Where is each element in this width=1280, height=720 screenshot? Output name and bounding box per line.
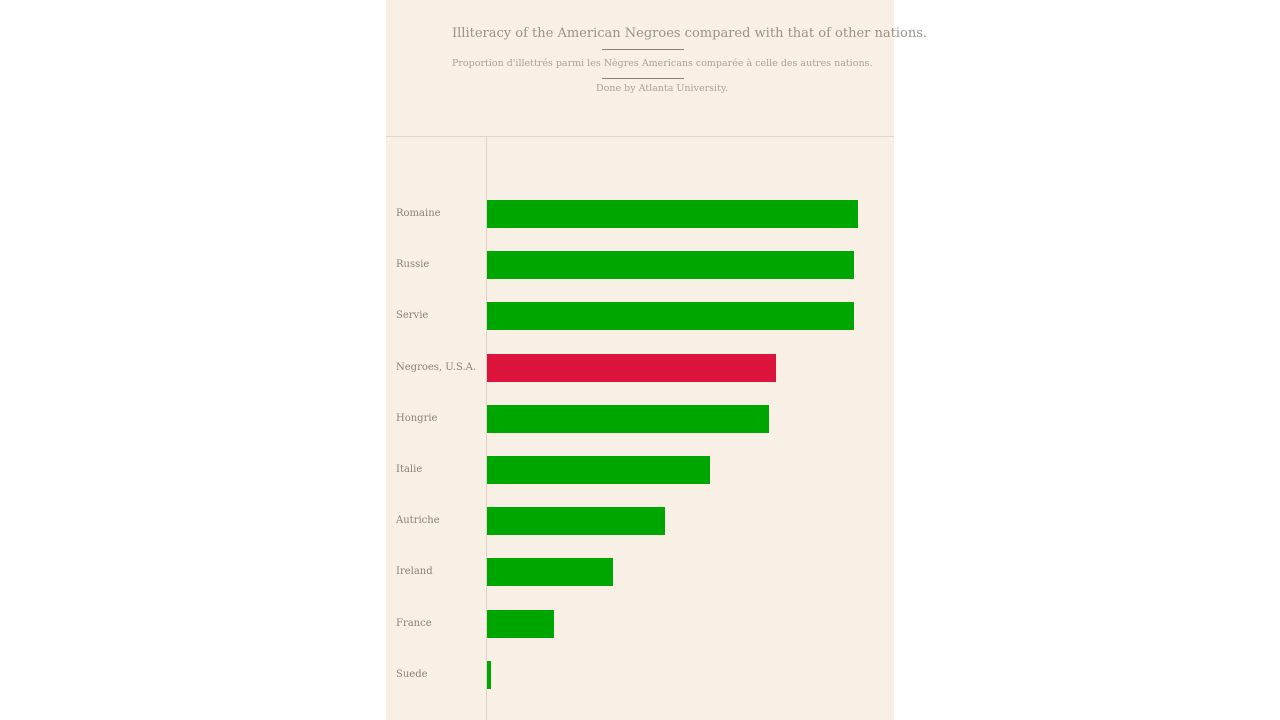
- chart-header: [386, 0, 928, 137]
- bar: [487, 558, 613, 586]
- category-label: Italie: [396, 464, 423, 475]
- chart-credit: Done by Atlanta University.: [596, 83, 728, 94]
- title-divider: [602, 49, 684, 50]
- category-label: Hongrie: [396, 412, 438, 424]
- category-label: Negroes, U.S.A.: [396, 361, 477, 373]
- bar: [487, 200, 858, 228]
- category-label: Servie: [396, 310, 429, 322]
- subtitle-divider: [602, 78, 684, 79]
- bar: [487, 354, 776, 382]
- category-label: Ireland: [396, 566, 433, 578]
- bar: [487, 251, 854, 279]
- category-label: Romaine: [396, 208, 441, 219]
- bar: [487, 661, 491, 689]
- category-label: Autriche: [396, 515, 440, 527]
- bar: [487, 456, 710, 484]
- chart-subtitle: Proportion d'illettrés parmi les Nègres Americans comparée à celle des autres nations.: [452, 58, 873, 69]
- category-label: France: [396, 617, 432, 629]
- bar: [487, 507, 665, 535]
- bar: [487, 302, 854, 330]
- bar: [487, 405, 769, 433]
- bar: [487, 610, 554, 638]
- category-label: Russie: [396, 259, 430, 271]
- category-label: Suede: [396, 668, 428, 680]
- chart-panel: [386, 0, 928, 720]
- chart-title: Illiteracy of the American Negroes compared with that of other nations.: [452, 26, 928, 41]
